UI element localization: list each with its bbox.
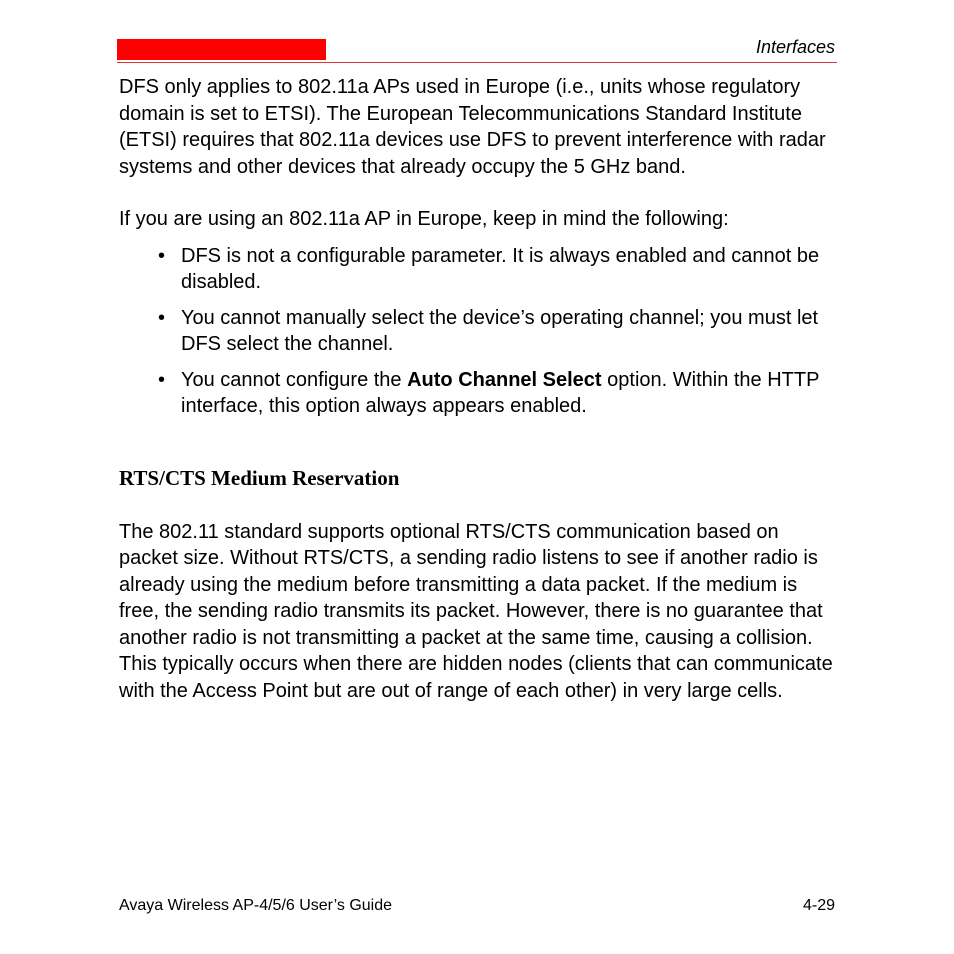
bullet-text-post: option. Within the HTTP interface, this option always appears enabled. <box>181 368 820 417</box>
bullet-text-pre: You cannot configure the <box>181 368 408 391</box>
bullet-icon: • <box>158 306 166 329</box>
paragraph-rts-cts: The 802.11 standard supports optional RTS/CTS communication based on packet size. Without RTS/CTS, a sending radio listens to see if another radio is already using the medium before transmitting a data packet. If the medium is free, the sending radio transmits its packet. However, there is no guarantee that another radio is not transmitting a packet at the same time, causing a collision. This typically occurs when there are hidden nodes (clients that can communicate with the Access Point but are out of range of each other) in very large cells. <box>119 520 833 702</box>
list-item <box>119 305 839 358</box>
dfs-bullet-list <box>119 243 839 420</box>
header-divider <box>117 62 837 63</box>
list-item <box>119 243 839 296</box>
footer-guide-title: Avaya Wireless AP-4/5/6 User’s Guide <box>119 897 393 914</box>
section-heading: RTS/CTS Medium Reservation <box>119 465 400 490</box>
paragraph-europe-note: If you are using an 802.11a AP in Europe, keep in mind the following: <box>119 208 729 230</box>
list-item <box>119 367 839 420</box>
paragraph-dfs-intro: DFS only applies to 802.11a APs used in Europe (i.e., units whose regulatory domain is set to ETSI). The European Telecommunications Standard Institute (ETSI) requires that 802.11a devices use DFS to prevent interference with radar systems and other devices that already occupy the 5 GHz band. <box>119 76 826 178</box>
running-header-title: Interfaces <box>755 37 835 57</box>
footer-page-number: 4-29 <box>802 897 835 914</box>
header-accent-bar <box>117 39 326 60</box>
page-body <box>119 74 839 704</box>
bullet-text-bold-option: Auto Channel Select <box>407 368 602 391</box>
bullet-icon: • <box>158 368 166 391</box>
bullet-text: DFS is not a configurable parameter. It is always enabled and cannot be disabled. <box>181 244 820 293</box>
bullet-text: You cannot manually select the device’s operating channel; you must let DFS select the channel. <box>181 306 819 355</box>
bullet-icon: • <box>158 244 166 267</box>
